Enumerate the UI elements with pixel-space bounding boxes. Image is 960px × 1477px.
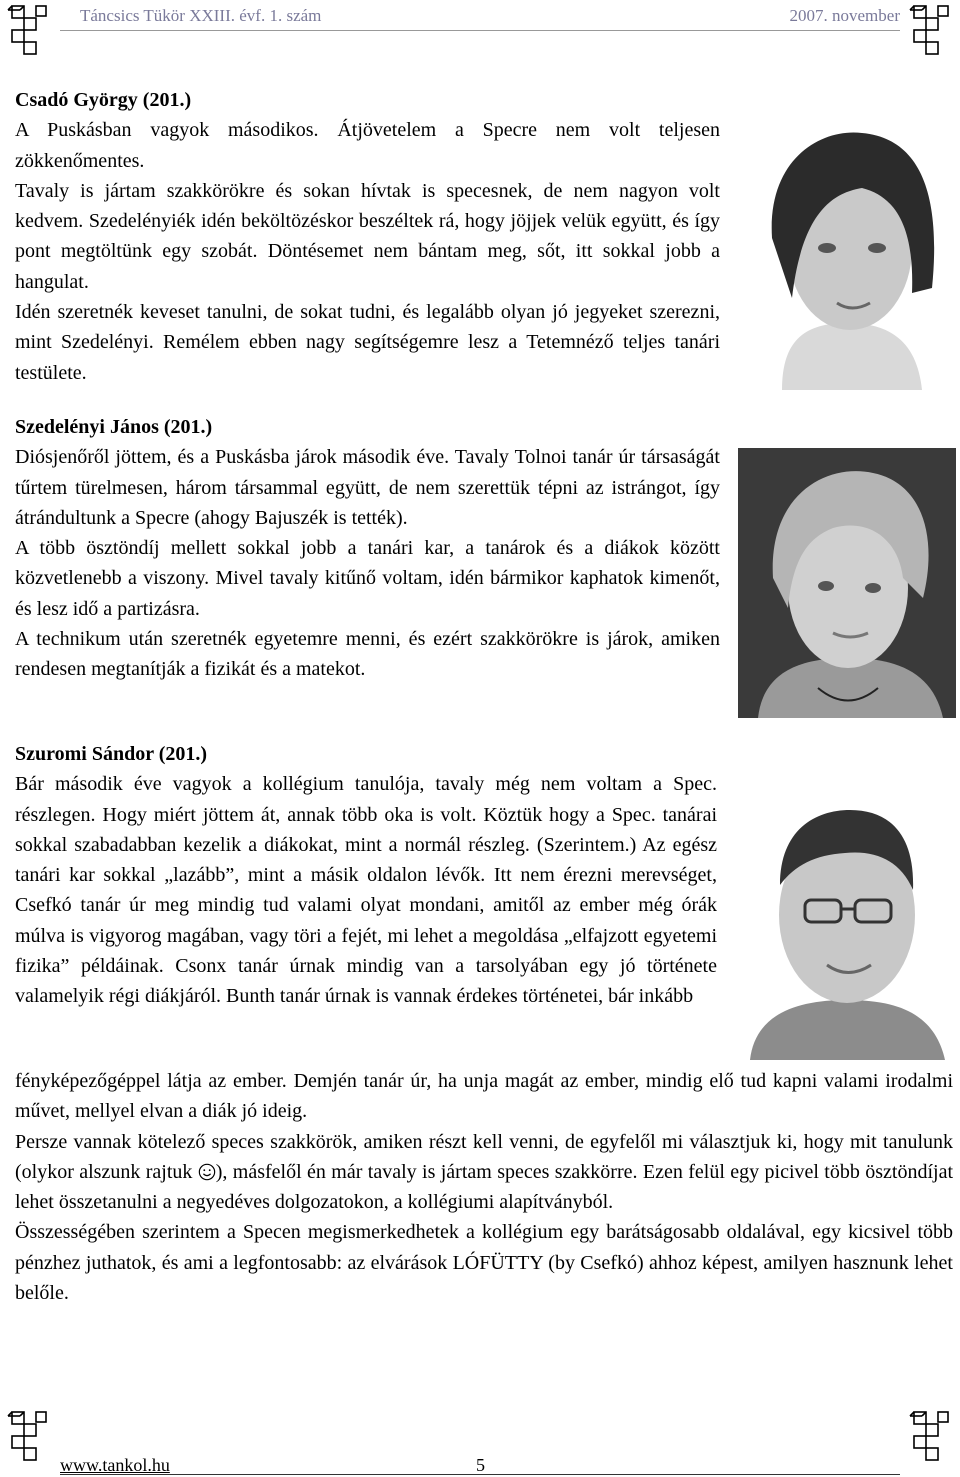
portrait-photo-csado [742,118,957,390]
paragraph: A technikum után szeretnék egyetemre menni, és ezért szakkörökre is járok, amiken rendesen megtanítják a fizikát és a matekot. [15,628,720,681]
portrait-photo-szedelenyi [738,448,956,718]
paragraph-text: Persze vannak kötelező speces szakkörök, amiken részt kell venni, de egyfelől mi választjuk ki, hogy mit tanulunk (olykor alszunk rajtuk [15,1130,953,1183]
cube-logo-icon [6,1410,52,1466]
paragraph: Idén szeretnék keveset tanulni, de sokat tudni, és legalább olyan jó jegyeket szerezni, mint Szedelényi. Remélem ebben nagy segítségemre lesz a Tetemnéző teljes tanári testülete. [15,301,720,384]
profile-name: Szedelényi János (201.) [15,416,213,438]
smiley-icon [198,1160,216,1178]
paragraph-text: ), másfelől én már tavaly is jártam speces szakkörre. Ezen felül egy picivel több ösztöndíjat lehet összetanulni a negyedéves dolgozatokon, a kollégiumi alapítványból. [15,1160,954,1214]
portrait-photo-szuromi [735,775,957,1060]
paragraph: fényképezőgéppel látja az ember. Demjén tanár úr, ha unja magát az ember, mindig elő tud kapni valami irodalmi művet, mellyel elvan a diák jó ideig. [15,1070,953,1123]
header-left: Táncsics Tükör XXIII. évf. 1. szám [80,6,322,25]
header-divider [60,30,900,31]
paragraph: A Puskásban vagyok másodikos. Átjövetelem a Specre nem volt teljesen zökkenőmentes. [15,119,720,172]
profile-name: Szuromi Sándor (201.) [15,743,208,765]
paragraph: Tavaly is jártam szakkörökre és sokan hívtak is specesnek, de nem nagyon volt kedvem. Szedelényiék idén beköltözéskor beszéltek rá, hogy jöjjek velük együtt, és így pont megtöltünk egy szobát. Döntésemet nem bántam meg, sőt, itt sokkal jobb a hangulat. [15,179,720,293]
profile-name: Csadó György (201.) [15,89,192,111]
page-number: 5 [476,1455,485,1475]
paragraph: Bár második éve vagyok a kollégium tanulója, tavaly még nem voltam a Spec. részlegen. Hogy miért jöttem át, annak több oka is volt. Köztük hogy a Spec. tanárai sokkal szabadabban kezelik a diákokat, mint a normál részleg. (Szerintem.) Az egész tanári kar sokkal „lazább”, mint a másik oldalon lévők. Itt nem érezni merevséget, Csefkó tanár úr meg mindig tud valami olyat mondani, amitől az ember még órák múlva is vigyorog magában, vagy töri a fejét, mi lehet a megoldása „elfajzott egyetemi fizika” példáinak. Csonx tanár úrnak mindig van a tarsolyában egy jó története valamelyik régi diákjáról. Bunth tanár úrnak is vannak érdekes történetei, bár inkább [15,773,717,1008]
paragraph: Diósjenőről jöttem, és a Puskásba járok második éve. Tavaly Tolnoi tanár úr társaságát tűrtem türelmesen, három társammal együtt, de nem szerettük tépni az istrángot, így átrándultunk a Specre (ahogy Bajuszék is tették). [15,446,720,529]
profile-szedelenyi [15,412,720,685]
cube-logo-icon [908,1410,954,1466]
cube-logo-icon [6,4,52,60]
profile-szuromi [15,739,717,1012]
cube-logo-icon [908,4,954,60]
paragraph: A több ösztöndíj mellett sokkal jobb a tanári kar, a tanárok és a diákok között közvetlenebb a viszony. Mivel tavaly kitűnő voltam, idén bármikor kaphatok kimenőt, és lesz idő a partizásra. [15,537,720,620]
profile-szuromi-continued [15,1066,953,1308]
profile-csado [15,85,720,388]
footer-divider [60,1474,900,1475]
paragraph: Összességében szerintem a Specen megismerkedhetek a kollégium egy barátságosabb oldalával, egy kicsivel több pénzhez juthatok, és ami a legfontosabb: az elvárások LÓFÜTTY (by Csefkó) ahhoz képest, amilyen hasznunk lehet belőle. [15,1221,953,1305]
paragraph [15,1127,953,1218]
header-right: 2007. november [789,6,900,25]
footer-website-link[interactable]: www.tankol.hu [60,1455,170,1475]
